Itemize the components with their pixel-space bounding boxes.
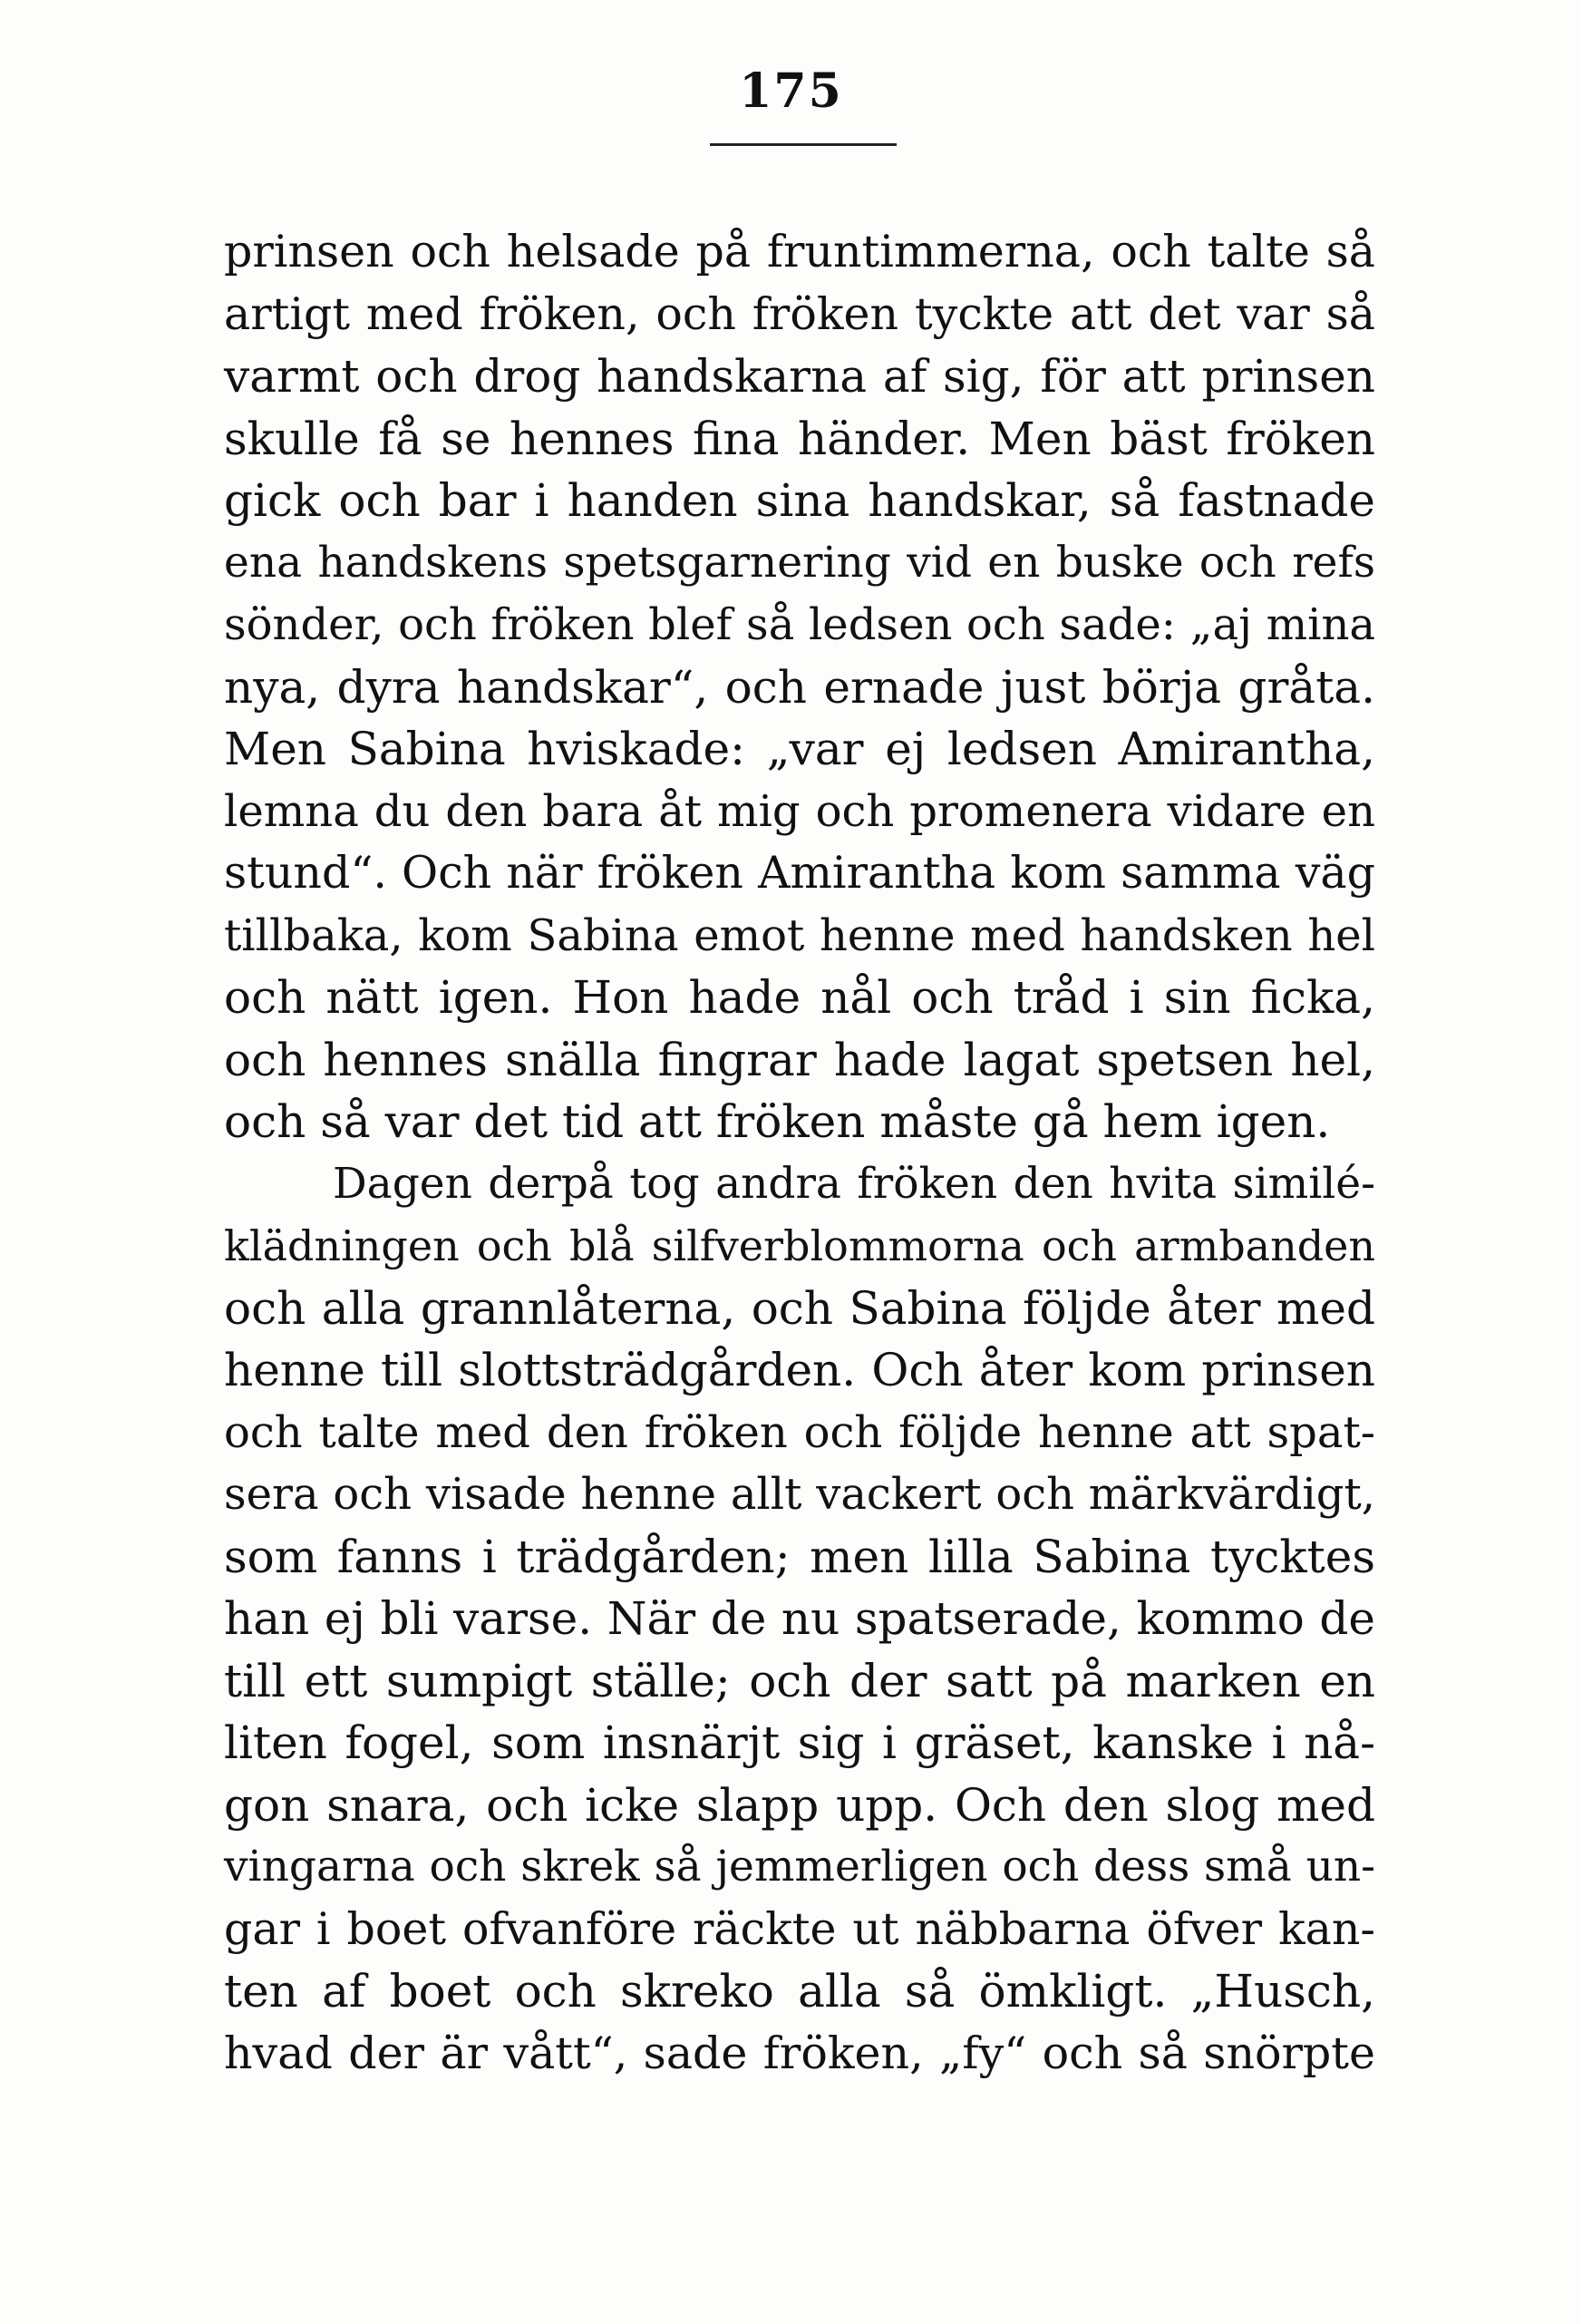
page-number: 175 (739, 63, 843, 119)
text-line: Men Sabina hviskade: „var ej ledsen Amirantha, (224, 723, 1375, 775)
text-line: varmt och drog handskarna af sig, för att prinsen (224, 350, 1375, 403)
text-line: han ej bli varse. När de nu spatserade, kommo de (224, 1592, 1375, 1645)
text-line: gon snara, och icke slapp upp. Och den slog med (224, 1778, 1375, 1832)
text-line: klädningen och blå silfverblommorna och armbanden (224, 1221, 1375, 1270)
text-line: sera och visade henne allt vackert och märkvärdigt, (224, 1469, 1375, 1520)
text-line: artigt med fröken, och fröken tyckte att det var så (224, 287, 1375, 340)
text-line: prinsen och helsade på fruntimmerna, och talte så (224, 226, 1375, 277)
text-line: gar i boet ofvanföre räckte ut näbbarna öfver kan- (224, 1902, 1375, 1955)
text-line: och nätt igen. Hon hade nål och tråd i sin ficka, (224, 971, 1375, 1024)
text-line: ena handskens spetsgarnering vid en buske och refs (224, 537, 1375, 588)
text-line: stund“. Och när fröken Amirantha kom samma väg (224, 847, 1375, 899)
header-rule (710, 143, 897, 146)
text-line: sönder, och fröken blef så ledsen och sade: „aj mina (224, 599, 1375, 650)
text-line: till ett sumpigt ställe; och der satt på marken en (224, 1654, 1375, 1707)
text-line: hvad der är vått“, sade fröken, „fy“ och så snörpte (224, 2027, 1375, 2079)
text-line: liten fogel, som insnärjt sig i gräset, kanske i nå- (224, 1716, 1375, 1769)
text-line: skulle få se hennes fina händer. Men bäst fröken (224, 412, 1375, 465)
text-line: nya, dyra handskar“, och ernade just börja gråta. (224, 660, 1375, 714)
text-line: och talte med den fröken och följde henne att spat- (224, 1406, 1375, 1458)
text-line: ten af boet och skreko alla så ömkligt. „Husch, (224, 1965, 1375, 2018)
text-line: henne till slottsträdgården. Och åter kom prinsen (224, 1344, 1375, 1396)
text-line: lemna du den bara åt mig och promenera vidare en (224, 785, 1375, 837)
text-line: och hennes snälla fingrar hade lagat spetsen hel, (224, 1033, 1375, 1086)
text-line: och alla grannlåterna, och Sabina följde åter med (224, 1281, 1375, 1335)
text-line: gick och bar i handen sina handskar, så fastnade (224, 474, 1375, 527)
text-line: tillbaka, kom Sabina emot henne med handsken hel (224, 909, 1375, 961)
text-line: som fanns i trädgården; men lilla Sabina tycktes (224, 1530, 1375, 1583)
text-line: och så var det tid att fröken måste gå hem igen. (224, 1095, 1331, 1148)
body-text (224, 221, 1375, 2085)
text-line: vingarna och skrek så jemmerligen och dess små un- (224, 1842, 1375, 1891)
text-line: Dagen derpå tog andra fröken den hvita similé- (333, 1158, 1375, 1209)
